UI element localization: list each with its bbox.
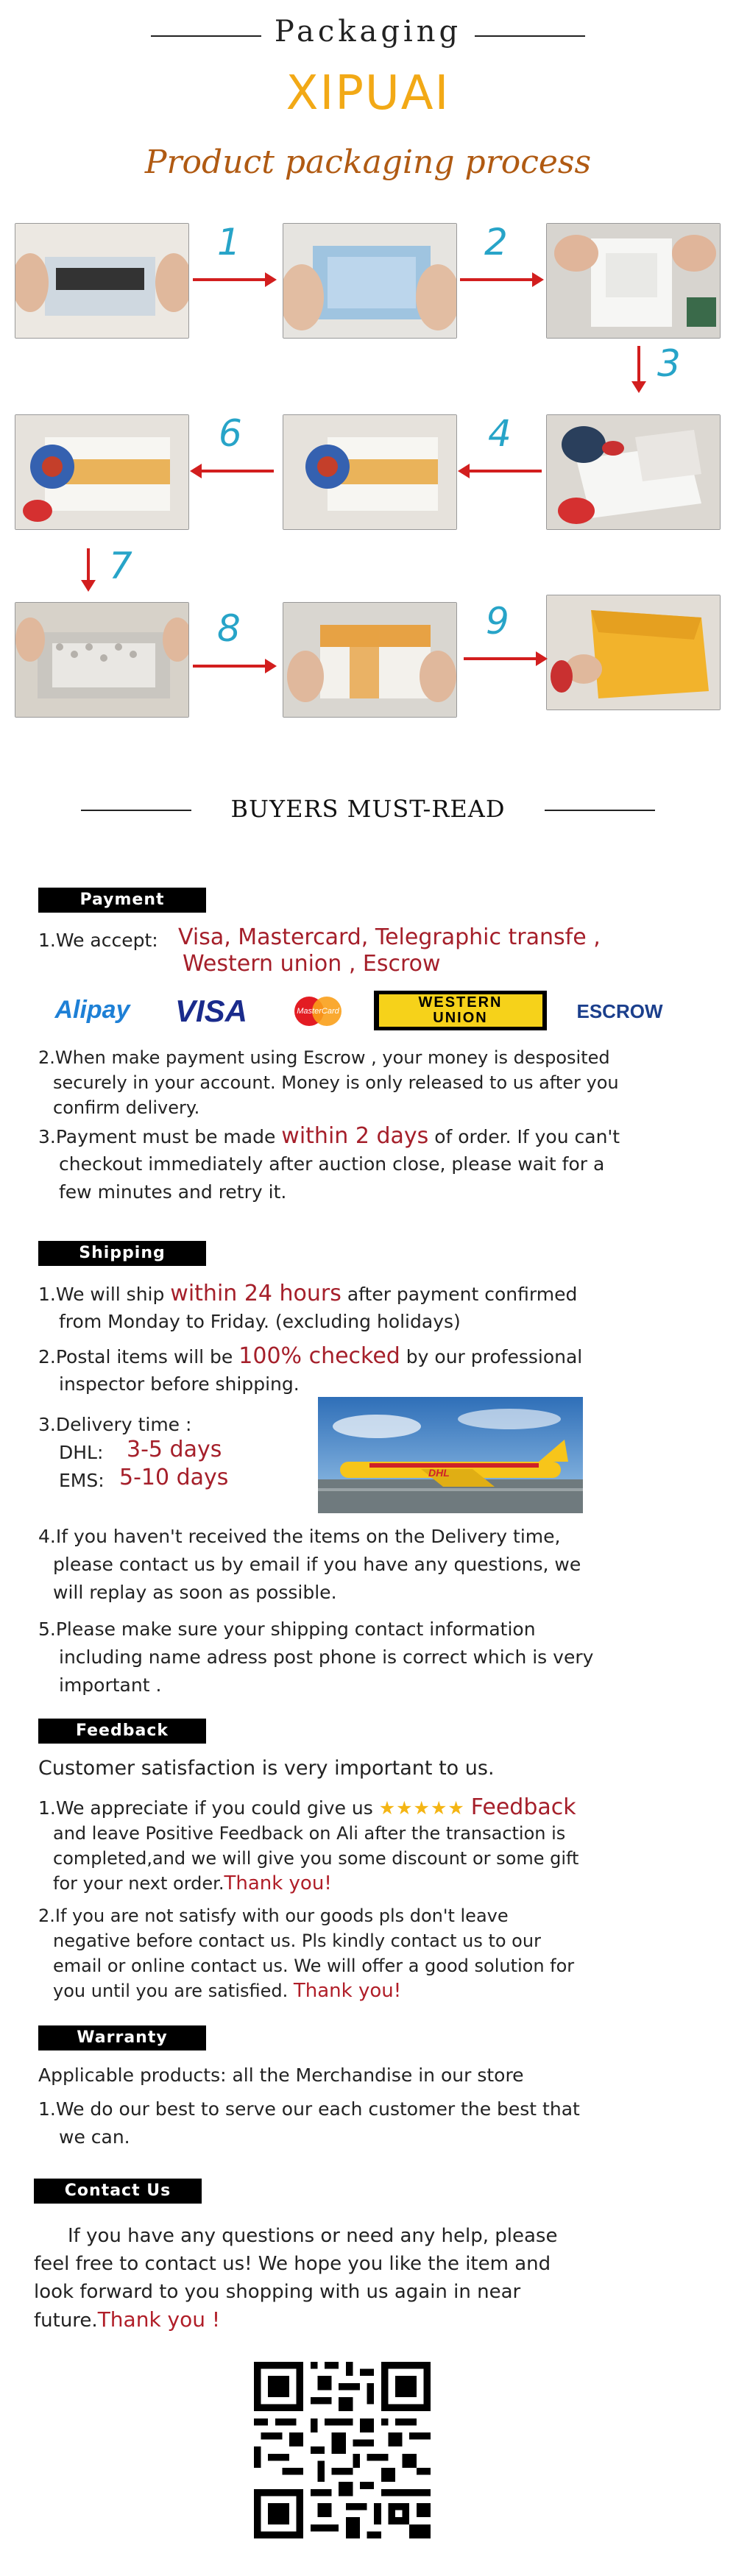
step-photo-6 [15, 414, 189, 530]
shipping-item-1-pre: 1.We will ship [38, 1284, 171, 1305]
western-union-text-1: WESTERN [418, 994, 503, 1011]
shipping-item-5-line-1: 5.Please make sure your shipping contact information [38, 1618, 536, 1640]
payment-item-3-post: of order. If you can't [428, 1126, 620, 1147]
visa-logo [156, 995, 266, 1027]
feedback-item-2-line-1: 2.If you are not satisfy with our goods pls don't leave [38, 1906, 509, 1926]
shipping-item-5-line-2: including name adress post phone is correct which is very [59, 1646, 594, 1668]
shipping-item-1-line-1 [38, 1281, 577, 1308]
feedback-item-2-thanks: Thank you! [293, 1980, 402, 2002]
payment-accept-label: 1.We accept: [38, 930, 158, 951]
ems-value: 5-10 days [119, 1465, 229, 1490]
shipping-item-2-line-1 [38, 1343, 582, 1370]
contact-line-3: look forward to you shopping with us again in near [34, 2281, 521, 2303]
mastercard-logo-text: MasterCard [297, 1007, 339, 1016]
feedback-item-1-thanks: Thank you! [224, 1872, 332, 1894]
warranty-tag: Warranty [38, 2025, 206, 2050]
buyers-must-read-title: BUYERS MUST-READ [230, 795, 506, 823]
step-number-8: 8 [217, 607, 241, 650]
section-subtitle: Product packaging process [144, 144, 592, 181]
feedback-item-1-highlight: Feedback [470, 1794, 576, 1820]
shipping-item-4-line-3: will replay as soon as possible. [53, 1582, 337, 1603]
payment-item-2-line-2: securely in your account. Money is only released to us after you [53, 1072, 619, 1093]
shipping-tag: Shipping [38, 1241, 206, 1266]
qr-code-icon [254, 2362, 431, 2538]
warranty-intro: Applicable products: all the Merchandise in our store [38, 2064, 524, 2086]
step-number-9: 9 [486, 600, 509, 643]
step-photo-5 [283, 414, 457, 530]
warranty-item-1-line-1: 1.We do our best to serve our each customer the best that [38, 2098, 580, 2120]
shipping-item-4-line-1: 4.If you haven't received the items on the Delivery time, [38, 1526, 561, 1547]
payment-item-3-line-2: checkout immediately after auction close, please wait for a [59, 1153, 605, 1175]
shipping-item-4-line-2: please contact us by email if you have any questions, we [53, 1554, 581, 1575]
escrow-logo-text: ESCROW [576, 999, 663, 1022]
contact-line-1: If you have any questions or need any help, please [68, 2225, 558, 2247]
shipping-item-3-label: 3.Delivery time : [38, 1414, 192, 1435]
shipping-item-2-line-2: inspector before shipping. [59, 1373, 300, 1395]
shipping-item-1-post: after payment confirmed [341, 1284, 578, 1305]
shipping-item-1-highlight: within 24 hours [170, 1281, 342, 1306]
payment-item-3-pre: 3.Payment must be made [38, 1126, 282, 1147]
step-number-4: 4 [488, 412, 512, 455]
step-photo-4 [546, 414, 721, 530]
payment-accept-methods-2: Western union , Escrow [183, 951, 441, 977]
dhl-value: 3-5 days [127, 1437, 222, 1462]
page-title: Packaging [274, 15, 462, 49]
step-photo-2 [283, 223, 457, 339]
step-number-3: 3 [657, 342, 681, 385]
warranty-item-1-line-2: we can. [59, 2126, 130, 2148]
feedback-item-2-line-3: email or online contact us. We will offer a good solution for [53, 1956, 575, 1976]
dhl-airplane-photo [318, 1397, 583, 1513]
payment-item-2-line-3: confirm delivery. [53, 1097, 200, 1118]
step-arrow-1 [193, 278, 266, 281]
step-arrow-9 [464, 657, 537, 660]
step-number-6: 6 [219, 412, 242, 455]
contact-line-4 [34, 2307, 220, 2334]
ems-label: EMS: [59, 1470, 105, 1491]
step-number-7: 7 [109, 545, 132, 587]
contact-line-2: feel free to contact us! We hope you like the item and [34, 2253, 551, 2275]
feedback-item-1-line-3: completed,and we will give you some discount or some gift [53, 1848, 579, 1869]
plane-brand-text: DHL [428, 1467, 450, 1479]
payment-tag: Payment [38, 888, 206, 913]
feedback-item-1-l4-pre: for your next order. [53, 1873, 224, 1894]
feedback-item-2-line-4 [53, 1978, 401, 2003]
shipping-item-2-post: by our professional [400, 1346, 583, 1367]
feedback-item-1-line-4 [53, 1871, 332, 1896]
feedback-item-1-pre: 1.We appreciate if you could give us [38, 1797, 379, 1819]
payment-item-2-line-1: 2.When make payment using Escrow , your money is desposited [38, 1047, 610, 1068]
feedback-stars-icon: ★★★★★ [378, 1797, 465, 1819]
step-photo-1 [15, 223, 189, 339]
feedback-item-2-l4-pre: you until you are satisfied. [53, 1981, 294, 2001]
feedback-item-1-line-2: and leave Positive Feedback on Ali after the transaction is [53, 1823, 566, 1844]
shipping-item-1-line-2: from Monday to Friday. (excluding holidays) [59, 1311, 461, 1332]
feedback-item-1-line-1 [38, 1794, 576, 1822]
step-photo-8 [283, 602, 457, 718]
step-arrow-2 [460, 278, 534, 281]
brand-name: XIPUAI [286, 66, 450, 121]
step-number-1: 1 [217, 221, 241, 263]
alipay-logo-text: Alipay [54, 995, 130, 1024]
shipping-item-2-highlight: 100% checked [238, 1343, 400, 1369]
western-union-text-2: UNION [433, 1010, 488, 1026]
alipay-logo [43, 995, 142, 1025]
step-photo-7 [15, 602, 189, 718]
visa-logo-text: VISA [174, 994, 248, 1028]
payment-accept-methods-1: Visa, Mastercard, Telegraphic transfe , [178, 924, 601, 950]
feedback-tag: Feedback [38, 1719, 206, 1744]
feedback-item-2-line-2: negative before contact us. Pls kindly contact us to our [53, 1931, 541, 1951]
step-number-2: 2 [484, 221, 508, 263]
mastercard-logo [289, 995, 347, 1027]
escrow-logo [561, 995, 679, 1027]
step-arrow-7 [87, 548, 90, 581]
shipping-item-5-line-3: important . [59, 1674, 162, 1696]
step-photo-9 [546, 595, 721, 710]
step-arrow-4 [468, 470, 542, 473]
step-photo-3 [546, 223, 721, 339]
dhl-label: DHL: [59, 1442, 104, 1463]
contact-l4-pre: future. [34, 2310, 98, 2332]
contact-thanks: Thank you ! [97, 2307, 221, 2332]
western-union-logo [374, 991, 547, 1030]
step-arrow-8 [193, 665, 266, 668]
feedback-intro: Customer satisfaction is very important to us. [38, 1757, 495, 1780]
step-arrow-6 [200, 470, 274, 473]
shipping-item-2-pre: 2.Postal items will be [38, 1346, 239, 1367]
contact-tag: Contact Us [34, 2179, 202, 2204]
payment-item-3-highlight: within 2 days [281, 1123, 429, 1149]
payment-item-3-line-3: few minutes and retry it. [59, 1181, 287, 1203]
payment-item-3-line-1 [38, 1123, 620, 1150]
step-arrow-3 [637, 346, 640, 383]
